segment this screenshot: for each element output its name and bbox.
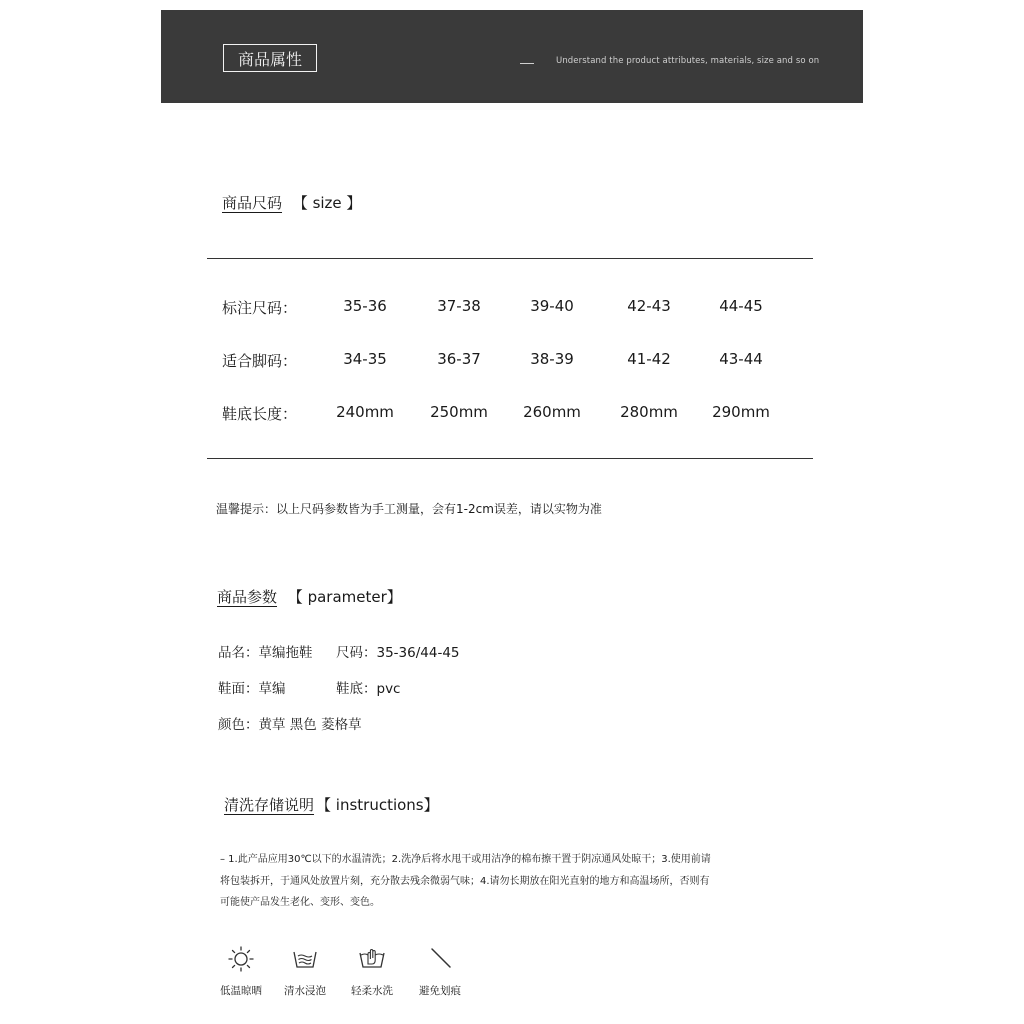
size-row-label: 标注尺码：: [222, 299, 298, 317]
instr-line: 可能使产品发生老化、变形、变色。: [220, 897, 380, 908]
size-cell: 43-44: [719, 350, 763, 368]
size-section-heading: [222, 192, 361, 213]
banner-title: 商品属性: [223, 44, 317, 72]
param-sole: 鞋底：pvc: [336, 681, 401, 697]
instr-text: [220, 849, 780, 914]
size-title-en: 【 size 】: [292, 194, 362, 212]
size-cell: 42-43: [627, 297, 671, 315]
size-row-label: 鞋底长度：: [222, 405, 298, 423]
param-title-en: 【 parameter】: [287, 588, 402, 606]
size-title-zh: 商品尺码: [222, 194, 283, 212]
care-label: 低温晾晒: [220, 985, 262, 997]
soak-icon: [291, 945, 319, 973]
size-cell: 260mm: [523, 403, 581, 421]
size-cell: 240mm: [336, 403, 394, 421]
param-title-zh: 商品参数: [217, 588, 278, 606]
care-item: [410, 945, 470, 998]
size-cell: 35-36: [343, 297, 387, 315]
size-cell: 36-37: [437, 350, 481, 368]
size-row-sole-length: [222, 403, 782, 427]
banner-subtitle: Understand the product attributes, materials, size and so on: [556, 56, 820, 66]
param-upper: 鞋面：草编: [218, 681, 286, 697]
care-item: [211, 945, 271, 998]
care-item: [342, 945, 402, 998]
size-cell: 44-45: [719, 297, 763, 315]
no-scratch-icon: [426, 945, 454, 973]
param-name: 品名：草编拖鞋: [218, 645, 313, 661]
size-table-bottom-rule: [207, 458, 813, 459]
size-row-fit: [222, 350, 782, 374]
care-item: [275, 945, 335, 998]
size-cell: 37-38: [437, 297, 481, 315]
instr-title-en: 【 instructions】: [316, 796, 439, 814]
size-cell: 290mm: [712, 403, 770, 421]
instr-line: 将包装拆开，于通风处放置片刻，充分散去残余微弱气味；4.请勿长期放在阳光直射的地方和高温场所，否则有: [220, 875, 710, 887]
size-note: 温馨提示：以上尺码参数皆为手工测量，会有1-2cm误差，请以实物为准: [216, 502, 602, 516]
size-cell: 39-40: [530, 297, 574, 315]
care-label: 轻柔水洗: [351, 985, 393, 997]
size-table-top-rule: [207, 258, 813, 259]
size-cell: 41-42: [627, 350, 671, 368]
care-label: 清水浸泡: [284, 985, 326, 997]
param-size: 尺码：35-36/44-45: [336, 645, 460, 661]
size-cell: 250mm: [430, 403, 488, 421]
size-row-marked: [222, 297, 782, 321]
instr-line: – 1.此产品应用30℃以下的水温清洗；2.洗净后将水甩干或用洁净的棉布擦干置于阴凉通风处晾干；3.使用前请: [220, 854, 711, 865]
instr-section-heading: [224, 794, 439, 815]
banner-dash: [520, 63, 534, 64]
size-row-label: 适合脚码：: [222, 352, 298, 370]
sun-icon: [227, 945, 255, 973]
param-section-heading: [217, 586, 402, 607]
instr-title-zh: 清洗存储说明: [224, 796, 315, 814]
param-colors: 颜色：黄草 黑色 菱格草: [218, 717, 362, 733]
hand-wash-icon: [358, 945, 386, 973]
size-cell: 38-39: [530, 350, 574, 368]
size-cell: 280mm: [620, 403, 678, 421]
header-banner: [161, 10, 863, 103]
care-label: 避免划痕: [419, 985, 461, 997]
size-cell: 34-35: [343, 350, 387, 368]
